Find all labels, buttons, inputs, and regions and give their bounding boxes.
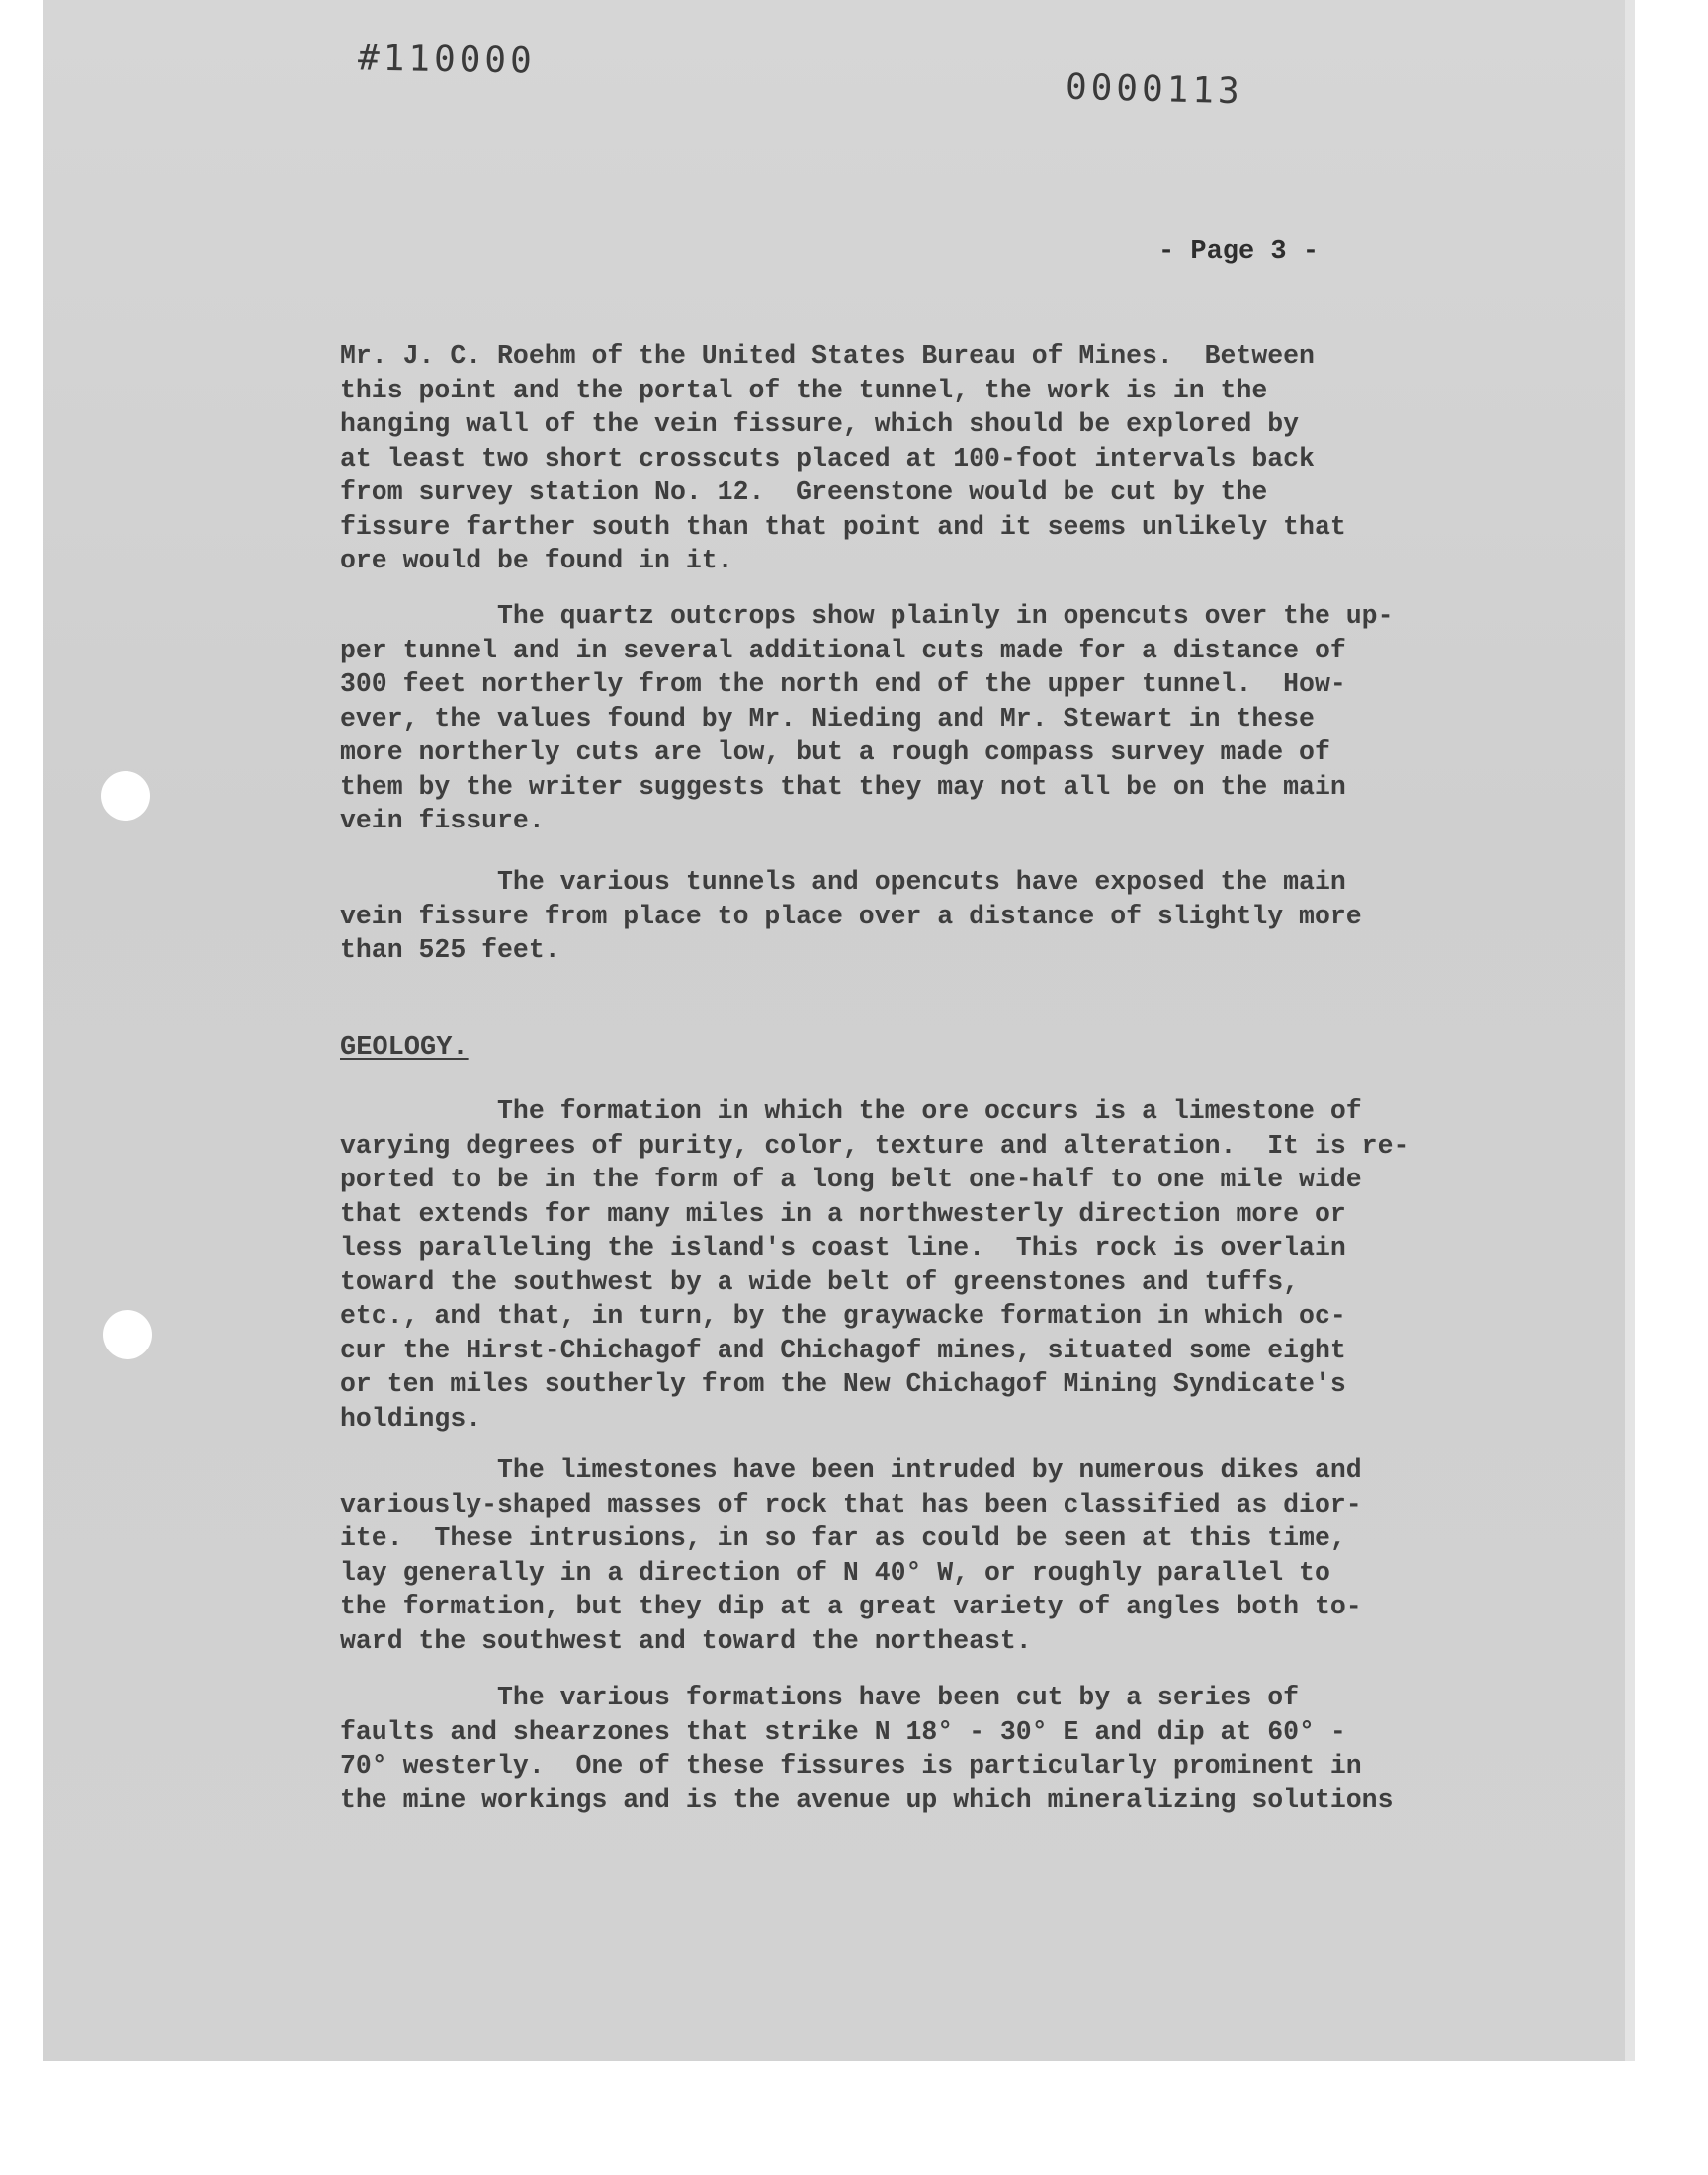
document-stamp-right: 0000113 [1065,66,1244,113]
paragraph-roehm-survey: Mr. J. C. Roehm of the United States Bureau of Mines. Between this point and the portal of the tunnel, the work is in the hanging wall of the vein fissure, which should be explored by at least two short crosscuts placed at 100-foot intervals back from survey station No. 12. Greenstone would be cut by the fissure farther south than that point and it seems unlikely that ore would be found in it. [340,341,1346,575]
page-number: - Page 3 - [1158,237,1320,267]
paragraph-limestone-formation: The formation in which the ore occurs is a limestone of varying degrees of purity, color, texture and alteration. It is re- ported to be in the form of a long belt one-half to one mile wide that extends for many miles in a northwesterly direction more or less paralleling the island's coast line. This rock is overlain toward the southwest by a wide belt of greenstones and tuffs, etc., and that, in turn, by the graywacke formation in which oc- cur the Hirst-Chichagof and Chichagof mines, situated some eight or ten miles southerly from the New Chichagof Mining Syndicate's holdings. [340,1096,1409,1434]
page-edge [1625,0,1635,2061]
paragraph-faults-shearzones: The various formations have been cut by a series of faults and shearzones that strike N 18° - 30° E and dip at 60° - 70° westerly. One of these fissures is particularly prominent in the mine workings and is the avenue up which mineralizing solutions [340,1683,1394,1815]
paragraph-vein-fissure-extent: The various tunnels and opencuts have exposed the main vein fissure from place to place over a distance of slightly more than 525 feet. [340,867,1362,965]
punch-hole-upper [101,771,150,821]
punch-hole-lower [103,1310,152,1359]
section-heading-geology: GEOLOGY. [340,1033,469,1063]
document-stamp-left: #110000 [357,38,537,82]
paragraph-quartz-outcrops: The quartz outcrops show plainly in opencuts over the up- per tunnel and in several additional cuts made for a distance of 300 feet northerly from the north end of the upper tunnel. How- ever, the values found by Mr. Nieding and Mr. Stewart in these more northerly cuts are low, but a rough compass survey made of them by the writer suggests that they may not all be on the main vein fissure. [340,601,1394,835]
paragraph-intrusions: The limestones have been intruded by numerous dikes and variously-shaped masses of rock that has been classified as dior- ite. These intrusions, in so far as could be seen at this time, lay generally in a direction of N 40° W, or roughly parallel to the formation, but they dip at a great variety of angles both to- ward the southwest and toward the northeast. [340,1455,1362,1656]
